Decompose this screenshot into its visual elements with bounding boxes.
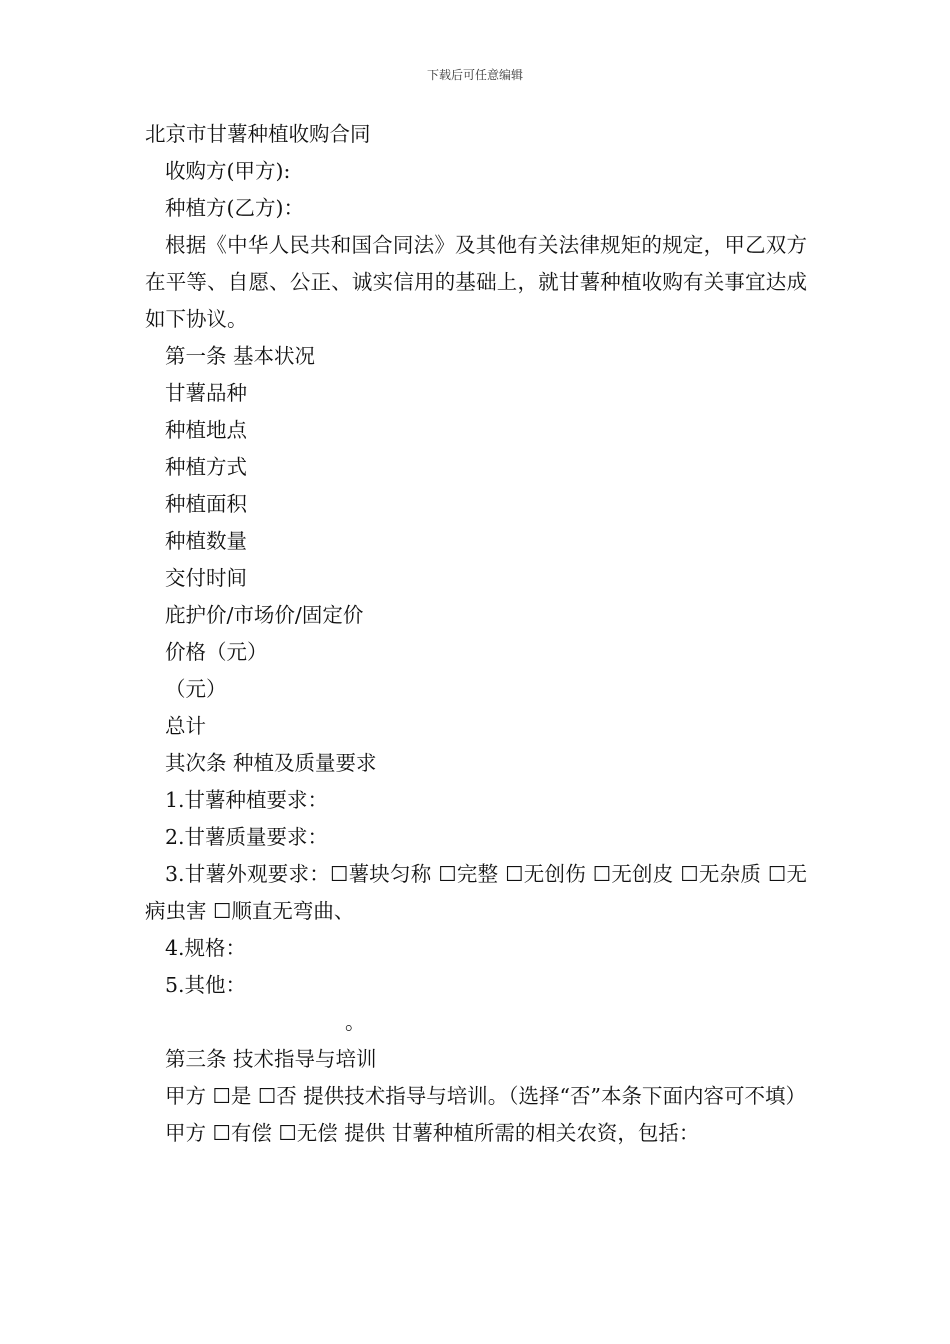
- document-title: 北京市甘薯种植收购合同: [145, 122, 371, 146]
- article2-item-1: 1.甘薯种植要求：: [165, 788, 329, 812]
- article2-item-5: 5.其他：: [165, 973, 247, 997]
- article1-item: 甘薯品种: [165, 381, 247, 405]
- article1-item: 庇护价/市场价/固定价: [165, 603, 364, 627]
- article3-paragraph-1: 甲方 ☐是 ☐否 提供技术指导与培训。（选择“否”本条下面内容可不填）: [165, 1084, 807, 1108]
- article1-item: 种植地点: [165, 418, 247, 442]
- article1-item: 种植方式: [165, 455, 247, 479]
- article1-item: 种植面积: [165, 492, 247, 516]
- article1-item: 交付时间: [165, 566, 247, 590]
- article2-item-4: 4.规格：: [165, 936, 247, 960]
- buyer-line: 收购方(甲方):: [165, 159, 291, 183]
- article2-item-3: 3.甘薯外观要求：☐薯块匀称 ☐完整 ☐无创伤 ☐无创皮 ☐无杂质 ☐无病虫害 ☐顺直无弯曲、: [145, 862, 807, 923]
- article1-item: 种植数量: [165, 529, 247, 553]
- article2-item-2: 2.甘薯质量要求：: [165, 825, 329, 849]
- intro-paragraph: 根据《中华人民共和国合同法》及其他有关法律规矩的规定，甲乙双方在平等、自愿、公正、诚实信用的基础上，就甘薯种植收购有关事宜达成如下协议。: [145, 233, 807, 331]
- article3-heading: 第三条 技术指导与培训: [165, 1047, 377, 1071]
- article1-heading: 第一条 基本状况: [165, 344, 316, 368]
- page-header-note: 下载后可任意编辑: [426, 68, 523, 82]
- article3-paragraph-2: 甲方 ☐有偿 ☐无偿 提供 甘薯种植所需的相关农资，包括：: [165, 1121, 700, 1145]
- article1-item: （元）: [165, 677, 227, 701]
- grower-line: 种植方(乙方)：: [165, 196, 304, 220]
- article1-item: 价格（元）: [165, 640, 268, 664]
- article2-period: 。: [345, 1010, 366, 1034]
- contract-body: [145, 116, 807, 1152]
- article2-heading: 其次条 种植及质量要求: [165, 751, 377, 775]
- article1-item: 总计: [165, 714, 206, 738]
